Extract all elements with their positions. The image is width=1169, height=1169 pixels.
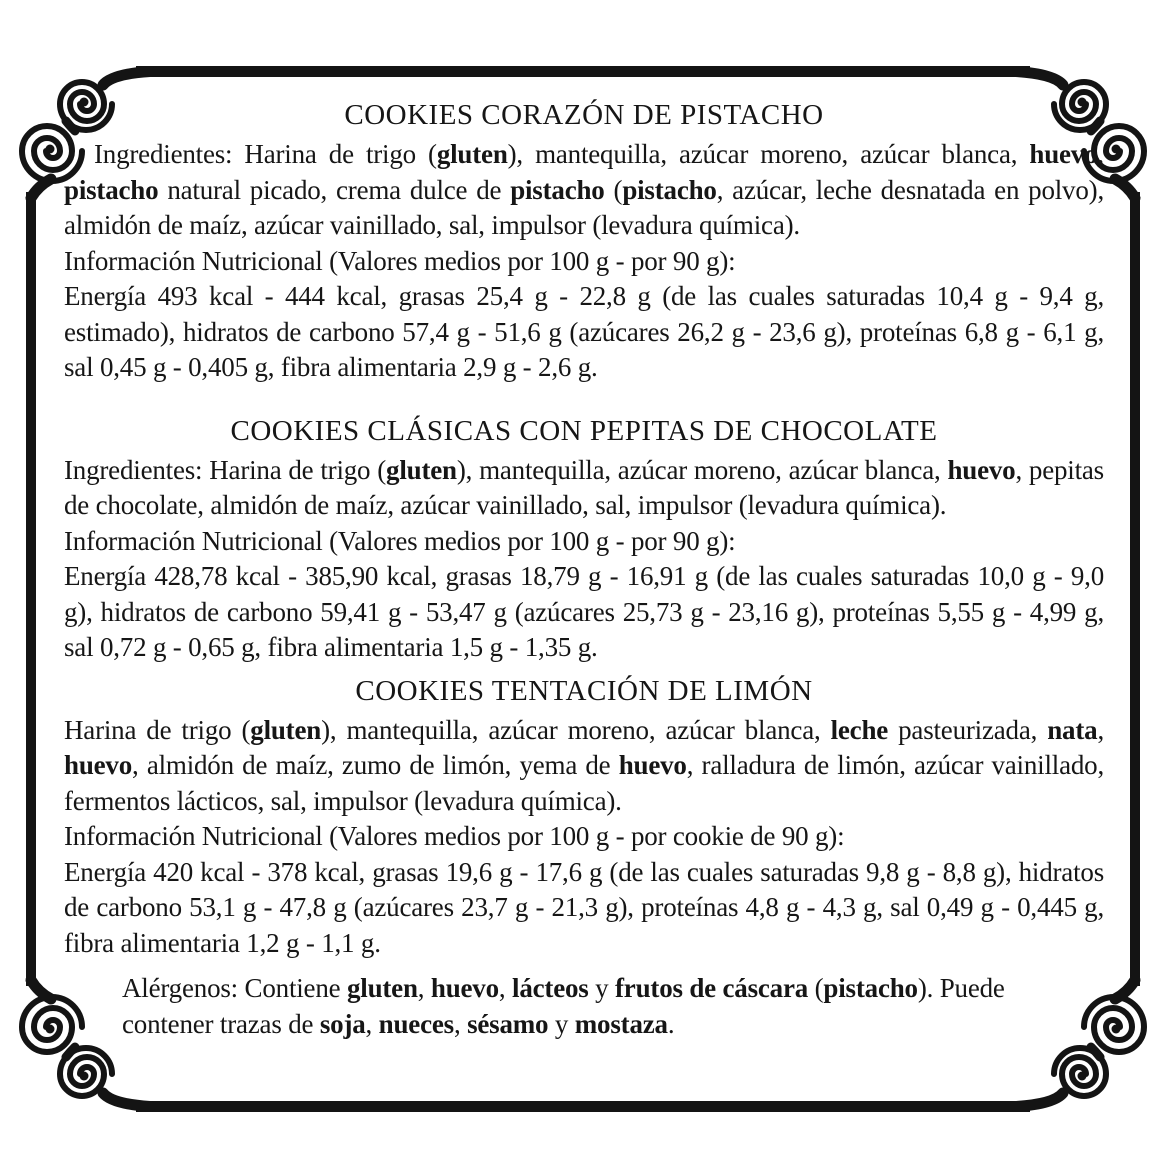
section-title-limon: COOKIES TENTACIÓN DE LIMÓN bbox=[355, 674, 813, 707]
ingredients-pistacho: Ingredientes: Harina de trigo (gluten), mantequilla, azúcar moreno, azúcar blanca, huevo, pistacho natural picado, crema dulce de pistacho (pistacho, azúcar, leche desnatada en polvo), almidón de maíz, azúcar vainillado, sal, impulsor (levadura química). bbox=[64, 139, 1104, 240]
nutrition-values-limon: Energía 420 kcal - 378 kcal, grasas 19,6 g - 17,6 g (de las cuales saturadas 9,8 g - 8,8 g), hidratos de carbono 53,1 g - 47,8 g (azúcares 23,7 g - 21,3 g), proteínas 4,8 g - 4,3 g, sal 0,49 g - 0,445 g, fibra alimentaria 1,2 g - 1,1 g. bbox=[64, 856, 1104, 958]
section-cookies-limon bbox=[64, 672, 1104, 962]
ingredients-limon: Harina de trigo (gluten), mantequilla, azúcar moreno, azúcar blanca, leche pasteurizada, nata, huevo, almidón de maíz, zumo de limón, yema de huevo, ralladura de limón, azúcar vainillado, fermentos lácticos, sal, impulsor (levadura química). bbox=[64, 714, 1105, 816]
label-content bbox=[64, 96, 1104, 1042]
frame-left-border bbox=[26, 192, 36, 986]
frame-right-border bbox=[1130, 192, 1140, 986]
section-title-pistacho: COOKIES CORAZÓN DE PISTACHO bbox=[344, 99, 824, 131]
frame-bottom-border bbox=[136, 1101, 1030, 1112]
section-title-chocolate: COOKIES CLÁSICAS CON PEPITAS DE CHOCOLATE bbox=[230, 414, 938, 447]
nutrition-values-chocolate: Energía 428,78 kcal - 385,90 kcal, grasas 18,79 g - 16,91 g (de las cuales saturadas 10,0 g - 9,0 g), hidratos de carbono 59,41 g - 53,47 g (azúcares 25,73 g - 23,16 g), proteínas 5,55 g - 4,99 g, sal 0,72 g - 0,65 g, fibra alimentaria 1,5 g - 1,35 g. bbox=[64, 561, 1104, 662]
frame-top-border bbox=[136, 66, 1030, 77]
nutrition-header-chocolate: Información Nutricional (Valores medios por 100 g - por 90 g): bbox=[64, 525, 736, 556]
ingredients-chocolate: Ingredientes: Harina de trigo (gluten), mantequilla, azúcar moreno, azúcar blanca, huevo, pepitas de chocolate, almidón de maíz, azúcar vainillado, sal, impulsor (levadura química). bbox=[64, 454, 1104, 520]
allergens-text: Alérgenos: Contiene gluten, huevo, lácteos y frutos de cáscara (pistacho). Puede contener trazas de soja, nueces, sésamo y mostaza. bbox=[122, 973, 1005, 1039]
nutrition-header-limon: Información Nutricional (Valores medios por 100 g - por cookie de 90 g): bbox=[64, 821, 845, 851]
nutrition-header-pistacho: Información Nutricional (Valores medios por 100 g - por 90 g): bbox=[64, 245, 736, 276]
section-cookies-pistacho bbox=[64, 96, 1104, 386]
nutrition-values-pistacho: Energía 493 kcal - 444 kcal, grasas 25,4 g - 22,8 g (de las cuales saturadas 10,4 g - 9,4 g, estimado), hidratos de carbono 57,4 g - 51,6 g (azúcares 26,2 g - 23,6 g), proteínas 6,8 g - 6,1 g, sal 0,45 g - 0,405 g, fibra alimentaria 2,9 g - 2,6 g. bbox=[64, 281, 1104, 382]
section-cookies-chocolate bbox=[64, 412, 1104, 666]
